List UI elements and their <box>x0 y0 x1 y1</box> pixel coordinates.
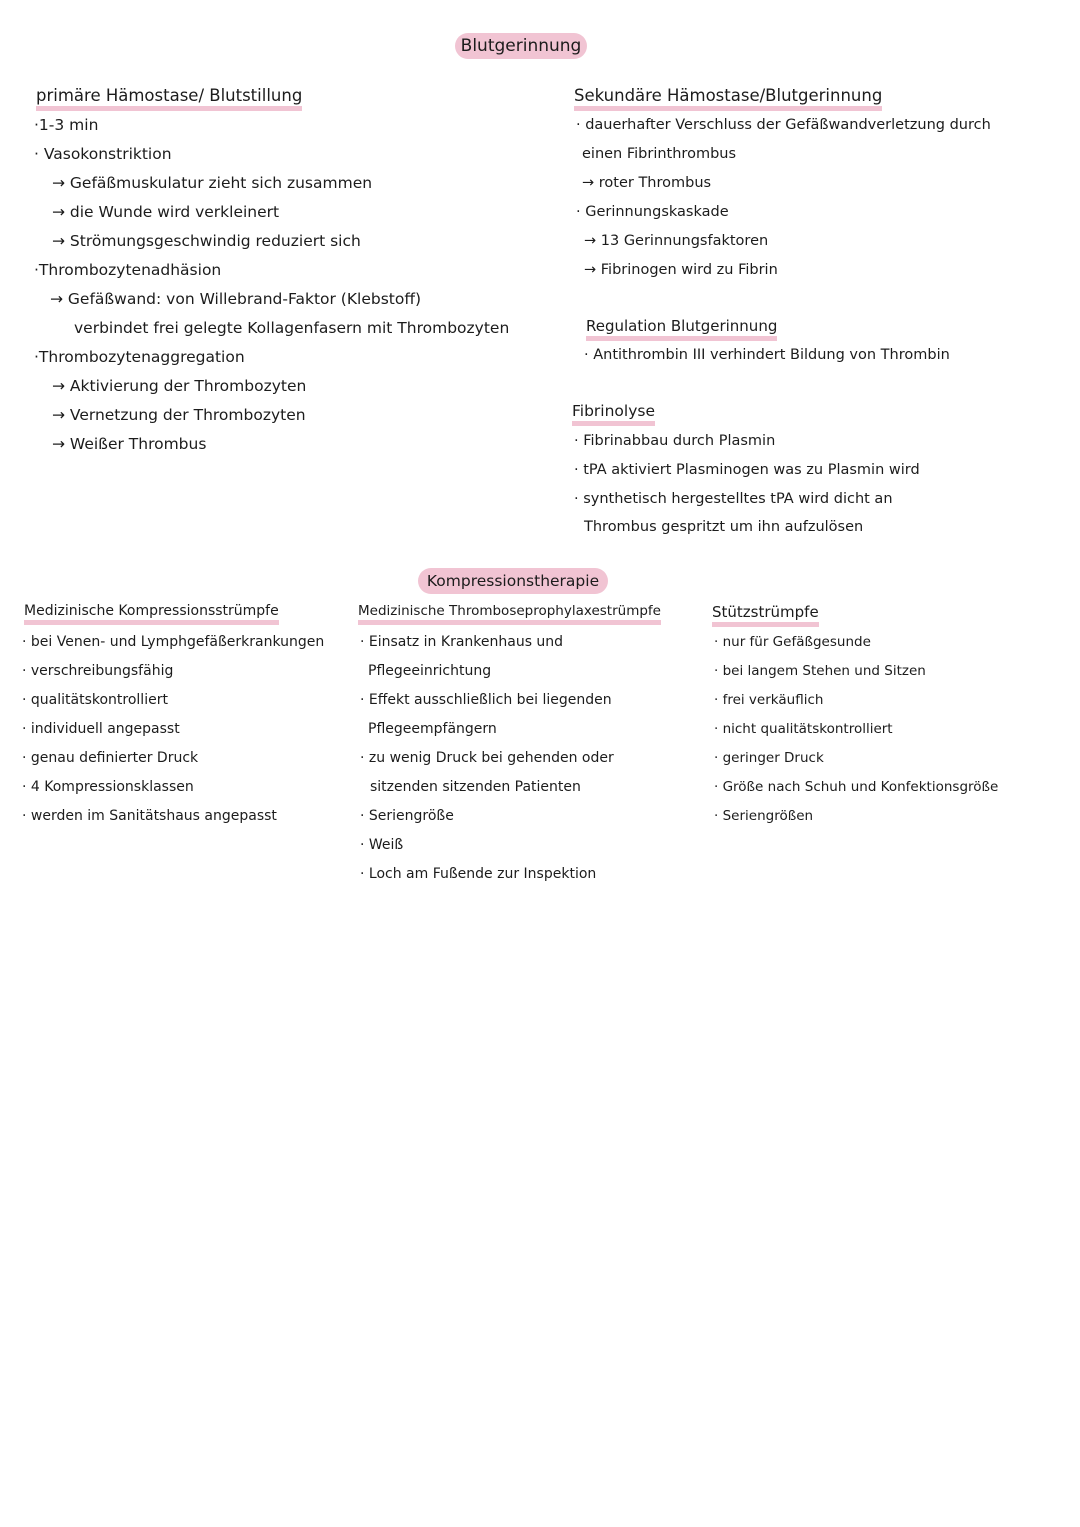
list-item: · individuell angepasst <box>22 721 180 737</box>
list-item: → Weißer Thrombus <box>52 435 207 453</box>
kompressionstherapie-title: Kompressionstherapie <box>418 568 608 594</box>
list-item: · Seriengrößen <box>714 808 814 824</box>
heading-regulation: Regulation Blutgerinnung <box>586 317 777 341</box>
list-item: Pflegeempfängern <box>368 721 497 737</box>
list-item: · Loch am Fußende zur Inspektion <box>360 866 597 882</box>
list-item: → Aktivierung der Thrombozyten <box>52 377 307 395</box>
list-item: · Einsatz in Krankenhaus und <box>360 634 564 650</box>
heading-sekundaere-haemostase: Sekundäre Hämostase/Blutgerinnung <box>574 86 882 111</box>
list-item: · Gerinnungskaskade <box>576 204 729 220</box>
list-item: · Vasokonstriktion <box>34 145 172 163</box>
list-item: → Fibrinogen wird zu Fibrin <box>584 262 778 278</box>
list-item: · Seriengröße <box>360 808 454 824</box>
list-item: · synthetisch hergestelltes tPA wird dicht an <box>574 491 893 507</box>
list-item: · werden im Sanitätshaus angepasst <box>22 808 277 824</box>
list-item: · Antithrombin III verhindert Bildung von Thrombin <box>584 347 950 363</box>
list-item: → Gefäßmuskulatur zieht sich zusammen <box>52 174 373 192</box>
heading-thromboseprophylaxestruempfe: Medizinische Thromboseprophylaxestrümpfe <box>358 603 661 625</box>
list-item: · genau definierter Druck <box>22 750 199 766</box>
list-item: · Größe nach Schuh und Konfektionsgröße <box>714 779 999 795</box>
list-item: · bei Venen- und Lymphgefäßerkrankungen <box>22 634 325 650</box>
list-item: · Effekt ausschließlich bei liegenden <box>360 692 612 708</box>
heading-fibrinolyse: Fibrinolyse <box>572 402 655 426</box>
page-title: Blutgerinnung <box>455 33 587 59</box>
list-item: · bei langem Stehen und Sitzen <box>714 663 926 679</box>
list-item: ·1-3 min <box>34 116 99 134</box>
heading-stuetzstruempfe: Stützstrümpfe <box>712 603 819 627</box>
list-item: · Weiß <box>360 837 404 853</box>
list-item: → Strömungsgeschwindig reduziert sich <box>52 232 361 250</box>
list-item: · frei verkäuflich <box>714 692 824 708</box>
list-item: · qualitätskontrolliert <box>22 692 168 708</box>
list-item: einen Fibrinthrombus <box>582 146 737 162</box>
list-item: · 4 Kompressionsklassen <box>22 779 194 795</box>
list-item: → 13 Gerinnungsfaktoren <box>584 233 769 249</box>
list-item: · verschreibungsfähig <box>22 663 174 679</box>
heading-primaere-haemostase: primäre Hämostase/ Blutstillung <box>36 86 302 111</box>
list-item: · zu wenig Druck bei gehenden oder <box>360 750 614 766</box>
list-item: → roter Thrombus <box>582 175 712 191</box>
list-item: · geringer Druck <box>714 750 824 766</box>
list-item: ·Thrombozytenadhäsion <box>34 261 222 279</box>
list-item: · Fibrinabbau durch Plasmin <box>574 433 776 449</box>
list-item: sitzenden sitzenden Patienten <box>370 779 581 795</box>
list-item: · tPA aktiviert Plasminogen was zu Plasmin wird <box>574 462 920 478</box>
list-item: · nicht qualitätskontrolliert <box>714 721 893 737</box>
list-item: verbindet frei gelegte Kollagenfasern mit Thrombozyten <box>74 319 510 337</box>
list-item: ·Thrombozytenaggregation <box>34 348 245 366</box>
list-item: Pflegeeinrichtung <box>368 663 492 679</box>
list-item: · dauerhafter Verschluss der Gefäßwandverletzung durch <box>576 117 991 133</box>
list-item: → die Wunde wird verkleinert <box>52 203 280 221</box>
list-item: → Vernetzung der Thrombozyten <box>52 406 306 424</box>
list-item: Thrombus gespritzt um ihn aufzulösen <box>584 519 864 535</box>
list-item: · nur für Gefäßgesunde <box>714 634 871 650</box>
heading-kompressionsstruempfe: Medizinische Kompressionsstrümpfe <box>24 603 279 625</box>
list-item: → Gefäßwand: von Willebrand-Faktor (Klebstoff) <box>50 290 422 308</box>
